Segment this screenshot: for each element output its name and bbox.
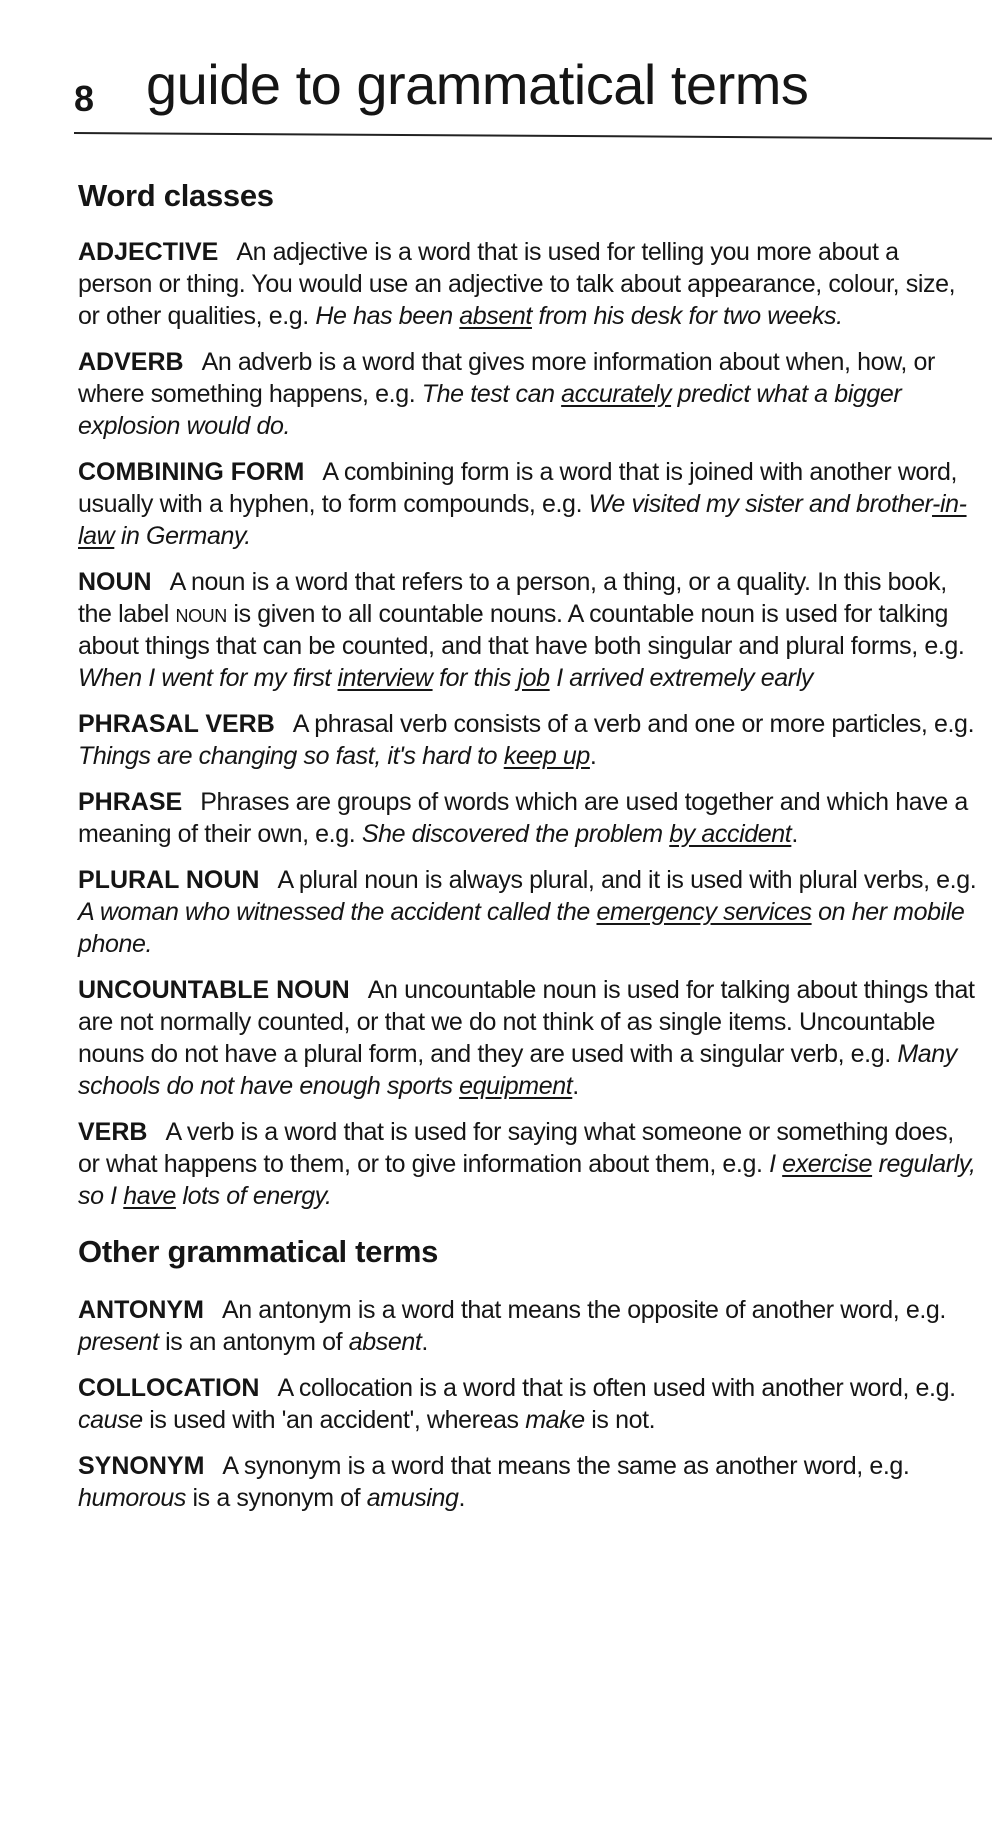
definition: An antonym is a word that means the opposite of another word, e.g. — [221, 1296, 946, 1324]
example-word: present — [78, 1328, 159, 1356]
entry-adverb — [78, 346, 978, 442]
example-text: I arrived extremely early — [549, 664, 813, 692]
definition: A verb is a word that is used for saying what someone or something does, or what happens to them, or to give information about them, e.g. — [78, 1118, 954, 1178]
example-text: . — [589, 742, 597, 770]
term: PHRASE — [78, 788, 183, 816]
example — [78, 742, 590, 770]
example-keyword: exercise — [782, 1150, 873, 1178]
definition: A phrasal verb consists of a verb and one or more particles, e.g. — [292, 710, 975, 738]
example — [362, 820, 792, 848]
entry-verb — [78, 1116, 978, 1212]
label-reference: noun — [175, 600, 227, 628]
example-keyword: equipment — [459, 1072, 573, 1100]
example — [78, 664, 813, 692]
example-text: . — [791, 820, 798, 848]
entry-collocation — [78, 1372, 978, 1436]
entry-antonym — [78, 1294, 978, 1358]
example-text: Many schools do not have enough sports — [78, 1040, 957, 1100]
entry-plural-noun — [78, 864, 978, 960]
example-text: on her mobile phone. — [78, 898, 965, 958]
definition: Phrases are groups of words which are used together and which have a meaning of their own, e.g. — [78, 788, 968, 848]
term: ANTONYM — [78, 1296, 204, 1324]
example-text: A woman who witnessed the accident called the — [78, 898, 597, 926]
example-text: from his desk for two weeks. — [531, 302, 843, 330]
running-title: guide to grammatical terms — [146, 53, 809, 116]
entry-phrase — [78, 786, 978, 850]
example-text: lots of energy. — [175, 1182, 332, 1210]
example-text: He has been — [315, 302, 460, 330]
example-word: cause — [78, 1406, 143, 1434]
definition: . — [458, 1484, 466, 1512]
entry-noun — [78, 566, 978, 694]
term: ADJECTIVE — [78, 238, 219, 266]
example-keyword: keep up — [503, 742, 590, 770]
term: SYNONYM — [78, 1452, 205, 1480]
section-heading-other-terms: Other grammatical terms — [78, 1234, 439, 1269]
definition: is given to all countable nouns. A countable noun is used for talking about things that can be counted, and that have both singular and plural forms, e.g. — [78, 600, 965, 660]
page-content — [78, 178, 978, 1528]
section-heading-word-classes: Word classes — [78, 178, 274, 213]
example-text: regularly, so I — [78, 1150, 976, 1210]
example-keyword: interview — [337, 664, 433, 692]
entry-uncountable-noun — [78, 974, 978, 1102]
page-number: 8 — [74, 78, 95, 119]
definition: A plural noun is always plural, and it is used with plural verbs, e.g. — [277, 866, 977, 894]
definition: An adjective is a word that is used for telling you more about a person or thing. You would use an adjective to talk about appearance, colour, size, or other qualities, e.g. — [78, 238, 956, 330]
definition: is used with 'an accident', whereas — [142, 1406, 526, 1434]
example-keyword: -in-law — [78, 490, 967, 550]
example-text: We visited my sister and brother — [588, 490, 933, 518]
term: VERB — [78, 1118, 148, 1146]
definition: An uncountable noun is used for talking about things that are not normally counted, or that we do not think of as single items. Uncountable nouns do not have a plural form, and they are used with a singular verb, e.g. — [78, 976, 975, 1068]
definition: A collocation is a word that is often used with another word, e.g. — [277, 1374, 956, 1402]
example-keyword: emergency services — [596, 898, 812, 926]
example — [315, 302, 842, 330]
example-text: The test can — [421, 380, 562, 408]
definition: A synonym is a word that means the same as another word, e.g. — [222, 1452, 910, 1480]
example-text: Things are changing so fast, it's hard to — [78, 742, 504, 770]
entry-phrasal-verb — [78, 708, 978, 772]
example-word: amusing — [366, 1484, 459, 1512]
definition: is an antonym of — [158, 1328, 349, 1356]
header-rule — [74, 132, 992, 140]
entry-adjective — [78, 236, 978, 332]
definition: is a synonym of — [185, 1484, 367, 1512]
definition: A combining form is a word that is joined with another word, usually with a hyphen, to form compounds, e.g. — [78, 458, 958, 518]
definition: . — [421, 1328, 428, 1356]
example-keyword: accurately — [561, 380, 672, 408]
term: UNCOUNTABLE NOUN — [78, 976, 350, 1004]
example-text: in Germany. — [114, 522, 251, 550]
entry-combining-form — [78, 456, 978, 552]
example-word: humorous — [78, 1484, 186, 1512]
definition: An adverb is a word that gives more information about when, how, or where something happens, e.g. — [78, 348, 935, 408]
term: COLLOCATION — [78, 1374, 260, 1402]
example-text: . — [572, 1072, 579, 1100]
example-text: for this — [432, 664, 518, 692]
example-keyword: have — [123, 1182, 176, 1210]
example-word: make — [525, 1406, 585, 1434]
example-text: She discovered the problem — [361, 820, 670, 848]
term: PHRASAL VERB — [78, 710, 275, 738]
example-keyword: absent — [459, 302, 532, 330]
example — [78, 898, 964, 958]
example-keyword: by accident — [669, 820, 792, 848]
definition: A noun is a word that refers to a person, a thing, or a quality. In this book, the label — [78, 568, 947, 628]
entry-synonym — [78, 1450, 978, 1514]
example-text: predict what a bigger explosion would do. — [78, 380, 902, 440]
example-text: When I went for my first — [78, 664, 338, 692]
term: ADVERB — [78, 348, 184, 376]
example-keyword: job — [517, 664, 550, 692]
term: PLURAL NOUN — [78, 866, 260, 894]
example-word: absent — [348, 1328, 422, 1356]
page-header — [74, 40, 974, 120]
term: NOUN — [78, 568, 152, 596]
example-text: I — [769, 1150, 783, 1178]
definition: is not. — [584, 1406, 656, 1434]
term: COMBINING FORM — [78, 458, 305, 486]
